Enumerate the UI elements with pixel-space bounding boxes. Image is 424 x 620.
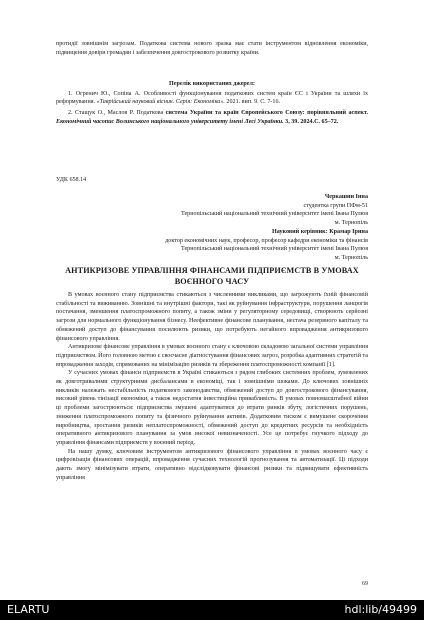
supervisor-city: м. Тернопіль bbox=[334, 254, 368, 261]
supervisor-label: Науковий керівник: Крамар Ірина bbox=[272, 228, 368, 235]
body-paragraph-4: На нашу думку, ключовим інструментом антикризового фінансового управління в умовах воєнного часу є цифровізація фінансових операцій, впровадження сучасних технологій прогнозування та автоматизації. Ці підходи дають змогу мінімізувати втрати, оперативно відслідковувати фінансові ризики та підвищувати ефективність управління bbox=[56, 448, 368, 481]
article-body bbox=[56, 291, 368, 482]
handle-identifier: hdl:lib/49499 bbox=[344, 603, 417, 616]
article-title-line-2: ВОЄННОГО ЧАСУ bbox=[174, 276, 250, 286]
supervisor-role: доктор економічних наук, професор, професор кафедри економіки та фінансів bbox=[165, 237, 368, 244]
page-number: 69 bbox=[362, 581, 368, 587]
body-paragraph-2: Антикризове фінансове управління в умовах воєнного стану є ключовою складовою загальної системи управління підприємством. Його головною метою є своєчасне діагностування фінансових загроз, розробка адаптивних стратегій та впровадження заходів, спрямованих на мінімізацію ризиків та збереження платоспроможності компанії [1]. bbox=[56, 344, 368, 368]
article-title-line-1: АНТИКРИЗОВЕ УПРАВЛІННЯ ФІНАНСАМИ ПІДПРИЄМСТВ В УМОВАХ bbox=[65, 266, 359, 275]
author-name: Черкашин Інна bbox=[324, 194, 368, 200]
intro-section bbox=[56, 40, 368, 57]
reference-item-1 bbox=[56, 90, 368, 107]
author-city: м. Тернопіль bbox=[334, 220, 368, 227]
reference-2-source: Економічний часопис Волинського національного університету імені Лесі Українки. bbox=[56, 118, 284, 125]
references-section bbox=[56, 80, 368, 127]
article-title bbox=[56, 266, 368, 287]
body-paragraph-1: В умовах воєнного стану підприємства стикаються з численними викликами, що загрожують їхній фінансовій стабільності та виживанню. Зовнішні та внутрішні фактори, такі як руйнування інфраструктури, порушення ланцюгів постачання, зменшення платоспроможного попиту, а також зміни у регуляторному середовищі, створюють серйозні загрози для нормального функціонування бізнесу. Неефективне фінансове планування, нестача резервного капіталу та обмежений доступ до фінансування посилюють ризики, що потребують негайного впровадження антикризового фінансового управління. bbox=[56, 292, 368, 342]
reference-2-tail: 3, 39. 2024.С. 65–72. bbox=[283, 118, 339, 125]
author-block bbox=[56, 193, 368, 263]
author-role: студентка групи ПФм-51 bbox=[303, 202, 368, 209]
author-university: Тернопільський національний технічний університет імені Івана Пулюя bbox=[180, 211, 368, 218]
reference-2-authors: 2. Стащук О., Маслов Р. Податкова bbox=[68, 110, 166, 117]
reference-1-authors: 1. Огренич Ю., Сопіна А. Особливості функціонування податкових систем країн ЄС і України та шляхи їх реформування. bbox=[56, 90, 368, 106]
udc-code-block bbox=[56, 176, 368, 185]
repository-label: ELARTU bbox=[7, 603, 50, 616]
references-heading: Перелік використаних джерел: bbox=[169, 81, 255, 87]
footer-bar bbox=[0, 600, 424, 620]
supervisor-university: Тернопільський національний технічний університет імені Івана Пулюя bbox=[180, 246, 368, 253]
reference-1-tail: 2021. вип. 9. С. 7-16. bbox=[224, 99, 281, 106]
udc-code: УДК 658.14 bbox=[56, 177, 87, 183]
body-paragraph-3: У сучасних умовах фінанси підприємств в Україні стикаються з рядом глибоких системних проблем, зумовлених як довготривалими структурними дисбалансами в економіці, так і зовнішніми шоками. До ключових зовнішніх викликів належать нестабільність податкового законодавства, обмежений доступ до довгострокового фінансування, високий рівень тінізації економіки, а також недостатня інвестиційна привабливість. В умовах повномасштабної війни ці проблеми загострюються: підприємства змушені адаптуватися до втрати ринків збуту, логістичних порушень, зниження платоспроможного попиту та фізичного руйнування активів. Додатковим тиском є вимушене скорочення виробництва, зростання ризиків неплатоспроможності, обмежений доступ до кредитних ресурсів та необхідність оперативного антикризового планування за умов високої невизначеності. Усе це потребує гнучкого підходу до управління фінансами підприємств у воєнний період. bbox=[56, 370, 368, 446]
reference-2-title: система України та країн Європейського Союзу: порівняльний аспект. bbox=[165, 110, 368, 117]
reference-1-source: «Таврійський науковий вісник. Серія: Економіка». bbox=[96, 99, 225, 106]
intro-paragraph: протидії зовнішнім загрозам. Податкова система нового зразка має стати інструментом відновлення економіки, підвищення довіри громадян і забезпечення довгострокового розвитку країни. bbox=[56, 41, 368, 56]
reference-item-2 bbox=[56, 109, 368, 126]
